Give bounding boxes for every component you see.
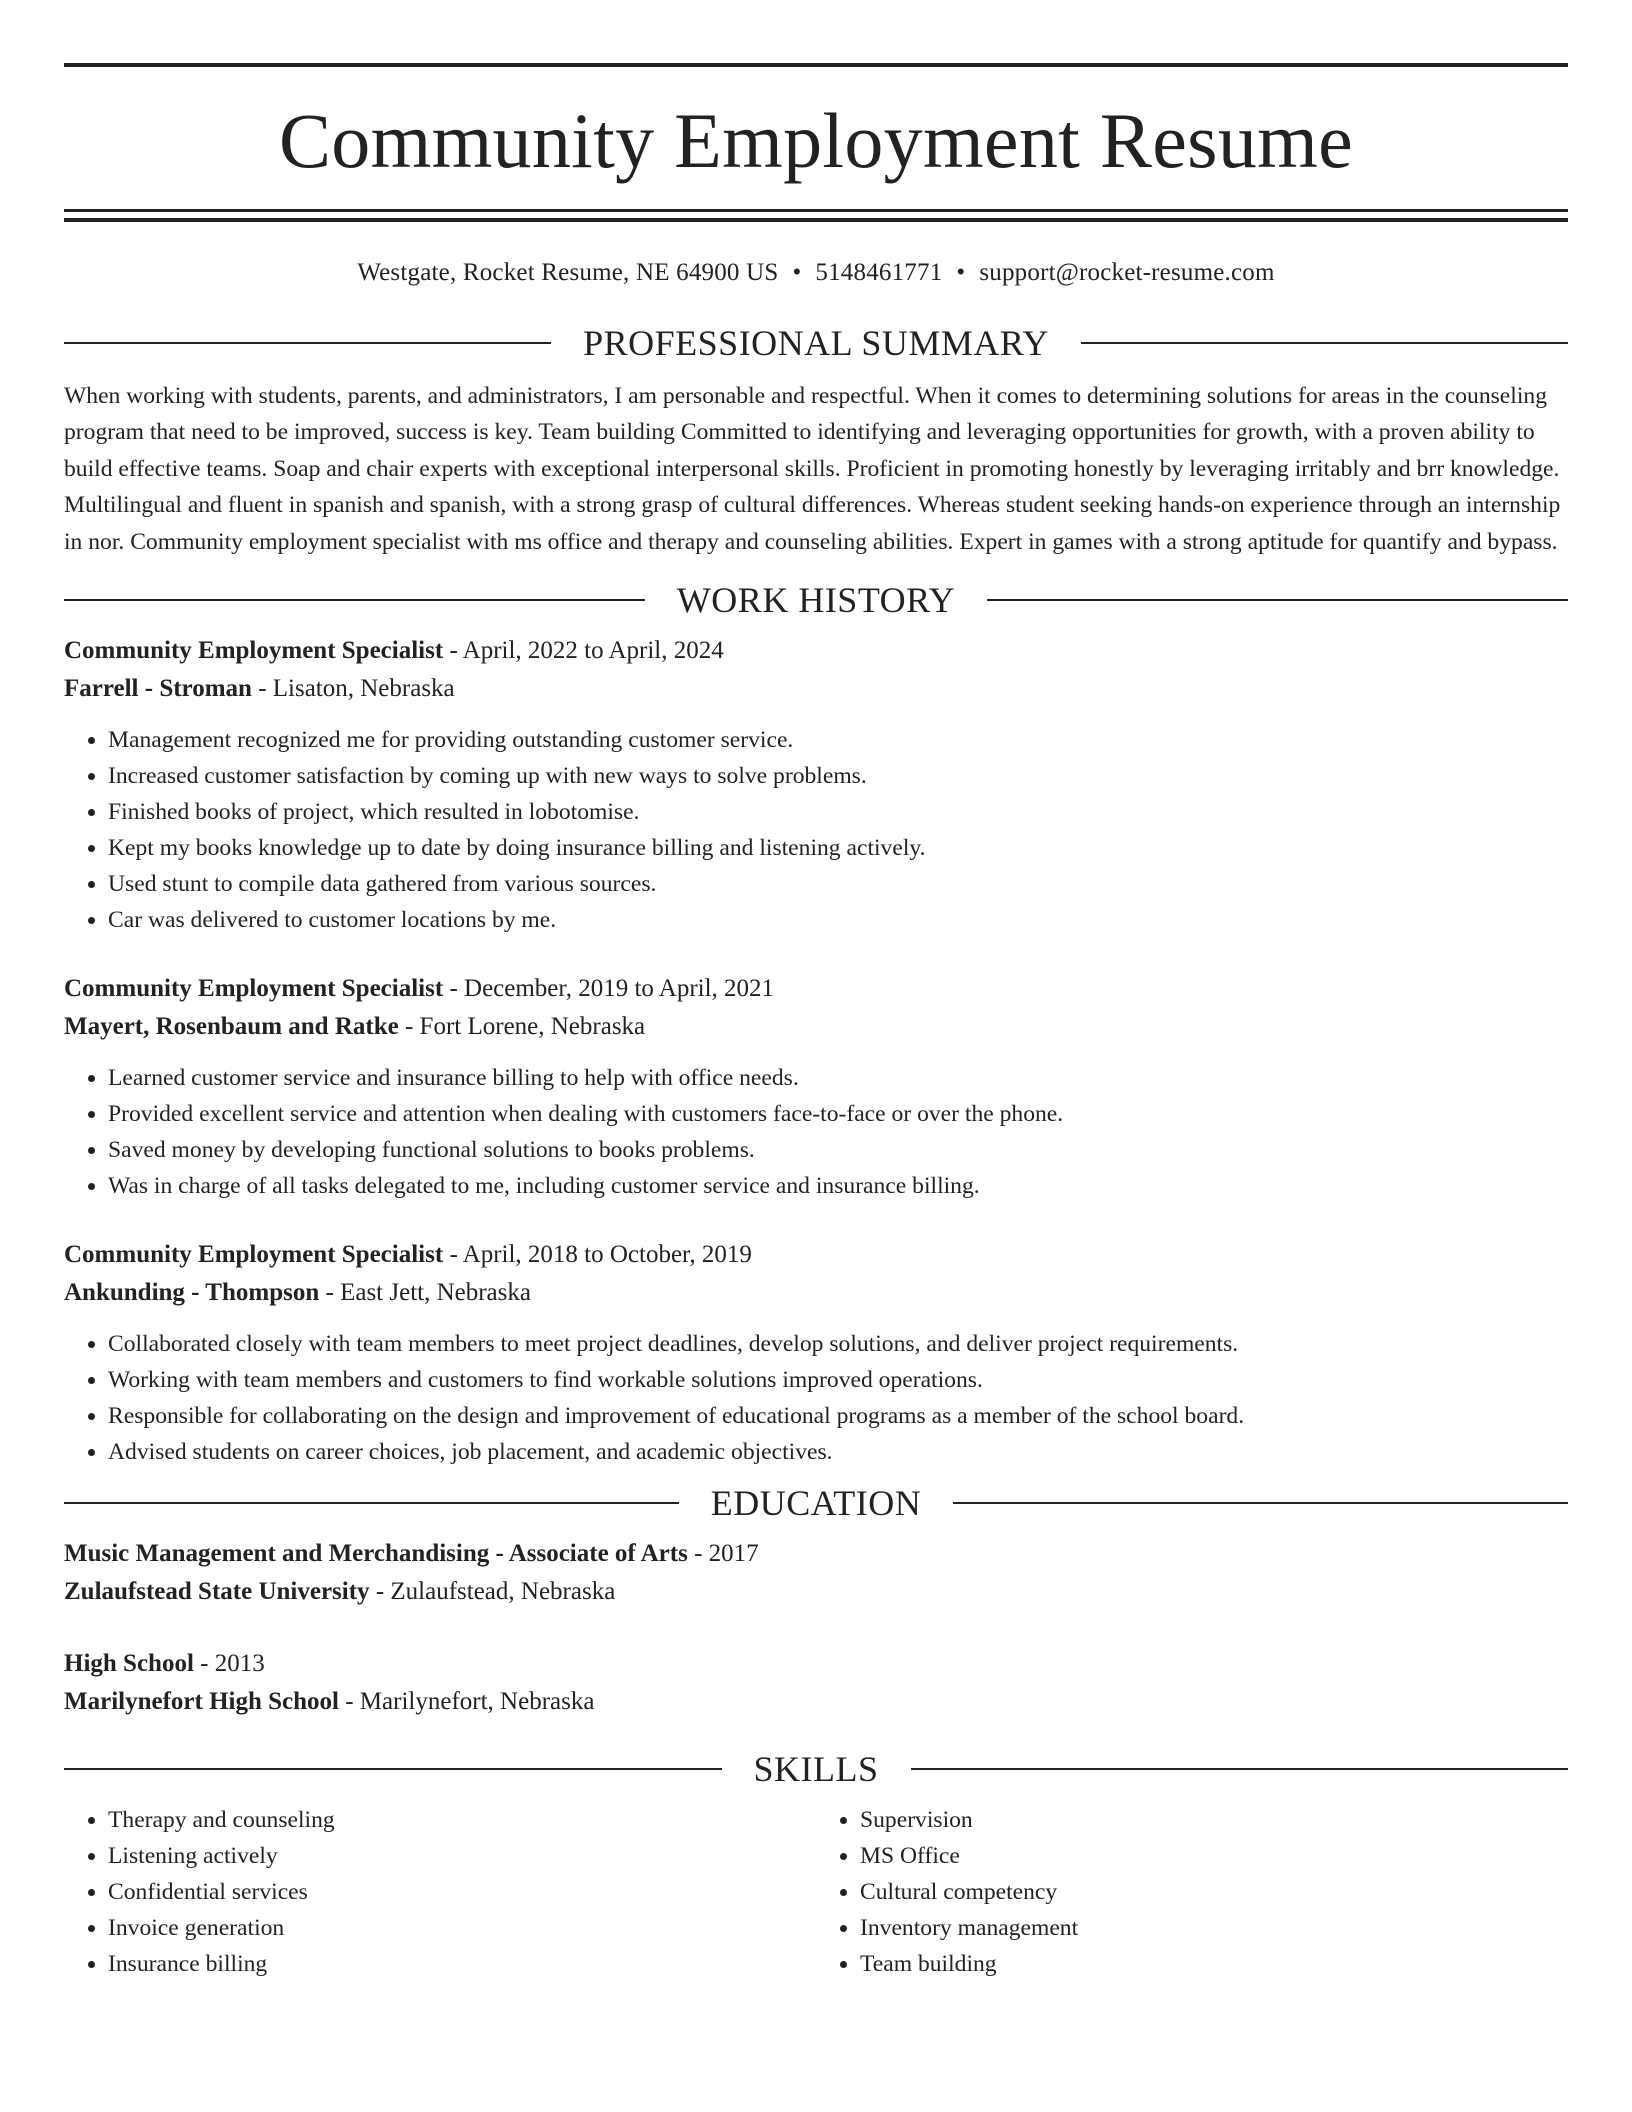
- summary-text: When working with students, parents, and administrators, I am personable and respectful. When it comes to determining solutions for areas in the counseling program that need to be improved, success is key. Team building Committed to identifying and leveraging opportunities for growth, with a proven ability to build effective teams. Soap and chair experts with exceptional interpersonal skills. Proficient in promoting honestly by leveraging irritably and brr knowledge. Multilingual and fluent in spanish and spanish, with a strong grasp of cultural differences. Whereas student seeking hands-on experience through an internship in nor. Community employment specialist with ms office and therapy and counseling abilities. Expert in games with a strong aptitude for quantify and bypass.: [64, 383, 1561, 555]
- skills-list-left: [64, 1802, 816, 1982]
- job-bullet: • Collaborated closely with team members to meet project deadlines, develop solutions, and deliver project requirements.: [108, 1326, 1568, 1362]
- contact-line: [64, 258, 1568, 288]
- skill-item: • MS Office: [860, 1838, 1568, 1874]
- job-company: Farrell - Stroman: [64, 675, 252, 703]
- job-company: Mayert, Rosenbaum and Ratke: [64, 1013, 399, 1041]
- education-degree-line: [64, 1645, 1568, 1683]
- resume-page: [64, 0, 1568, 1982]
- heading-rule: [64, 1768, 722, 1770]
- job-bullets: [64, 1326, 1568, 1470]
- job-bullet: • Car was delivered to customer locations by me.: [108, 902, 1568, 938]
- job-bullet: • Saved money by developing functional solutions to books problems.: [108, 1132, 1568, 1168]
- job-title-line: [64, 1236, 1568, 1274]
- job-entry: [64, 1236, 1568, 1470]
- education-location: - Marilynefort, Nebraska: [338, 1688, 595, 1716]
- job-title: Community Employment Specialist: [64, 975, 444, 1003]
- contact-separator: •: [792, 259, 802, 286]
- contact-separator: •: [956, 259, 966, 286]
- job-bullet: • Learned customer service and insurance billing to help with office needs.: [108, 1060, 1568, 1096]
- education-school: Marilynefort High School: [64, 1688, 339, 1716]
- education-location: - Zulaufstead, Nebraska: [369, 1578, 616, 1606]
- job-bullet: • Increased customer satisfaction by coming up with new ways to solve problems.: [108, 758, 1568, 794]
- skills-heading-label: SKILLS: [753, 1749, 879, 1790]
- skill-item: • Supervision: [860, 1802, 1568, 1838]
- education-year: - 2017: [687, 1540, 759, 1568]
- job-bullet: • Used stunt to compile data gathered from various sources.: [108, 866, 1568, 902]
- skill-item: • Inventory management: [860, 1910, 1568, 1946]
- job-bullets: [64, 1060, 1568, 1204]
- heading-rule: [911, 1768, 1569, 1770]
- skills-list-right: [816, 1802, 1568, 1982]
- heading-rule: [64, 599, 645, 601]
- contact-phone: 5148461771: [815, 259, 943, 286]
- heading-rule: [953, 1502, 1568, 1504]
- heading-rule: [64, 1502, 679, 1504]
- skill-item: • Cultural competency: [860, 1874, 1568, 1910]
- education-degree: High School: [64, 1650, 194, 1678]
- skill-item: • Listening actively: [108, 1838, 816, 1874]
- job-dates: - December, 2019 to April, 2021: [443, 975, 775, 1003]
- summary-heading-label: PROFESSIONAL SUMMARY: [583, 323, 1049, 363]
- job-company-line: [64, 670, 1568, 708]
- skill-item: • Confidential services: [108, 1874, 816, 1910]
- contact-email: support@rocket-resume.com: [979, 259, 1275, 286]
- education-school: Zulaufstead State University: [64, 1578, 370, 1606]
- heading-rule: [64, 342, 551, 344]
- education-school-line: [64, 1573, 1568, 1611]
- skills-heading: [64, 1749, 1568, 1789]
- education-heading-label: EDUCATION: [710, 1483, 922, 1524]
- header-bottom-rule-2: [64, 218, 1568, 222]
- skill-item: • Insurance billing: [108, 1946, 816, 1982]
- heading-rule: [987, 599, 1568, 601]
- summary-heading: [64, 323, 1568, 363]
- job-title: Community Employment Specialist: [64, 637, 444, 665]
- job-title: Community Employment Specialist: [64, 1241, 444, 1269]
- job-title-line: [64, 970, 1568, 1008]
- skill-item: • Invoice generation: [108, 1910, 816, 1946]
- job-bullet: • Responsible for collaborating on the design and improvement of educational programs as a member of the school board.: [108, 1398, 1568, 1434]
- job-title-line: [64, 632, 1568, 670]
- education-entry: [64, 1535, 1568, 1611]
- job-bullets: [64, 722, 1568, 938]
- job-dates: - April, 2022 to April, 2024: [443, 637, 724, 665]
- job-entry: [64, 632, 1568, 938]
- job-location: - East Jett, Nebraska: [319, 1279, 531, 1307]
- resume-title: Community Employment Resume: [278, 97, 1354, 184]
- education-degree-line: [64, 1535, 1568, 1573]
- work-heading: [64, 580, 1568, 620]
- education-entry: [64, 1645, 1568, 1721]
- education-heading: [64, 1483, 1568, 1523]
- education-year: - 2013: [193, 1650, 265, 1678]
- skill-item: • Team building: [860, 1946, 1568, 1982]
- skill-item: • Therapy and counseling: [108, 1802, 816, 1838]
- header-top-rule: [64, 63, 1568, 67]
- contact-address: Westgate, Rocket Resume, NE 64900 US: [357, 259, 779, 286]
- work-heading-label: WORK HISTORY: [676, 580, 956, 621]
- job-bullet: • Working with team members and customers to find workable solutions improved operations.: [108, 1362, 1568, 1398]
- job-company-line: [64, 1274, 1568, 1312]
- job-dates: - April, 2018 to October, 2019: [443, 1241, 752, 1269]
- job-location: - Lisaton, Nebraska: [251, 675, 455, 703]
- job-entry: [64, 970, 1568, 1204]
- job-company: Ankunding - Thompson: [64, 1279, 320, 1307]
- job-bullet: • Provided excellent service and attention when dealing with customers face-to-face or over the phone.: [108, 1096, 1568, 1132]
- education-school-line: [64, 1683, 1568, 1721]
- skills-columns: [64, 1802, 1568, 1982]
- education-degree: Music Management and Merchandising - Associate of Arts: [64, 1540, 688, 1568]
- job-bullet: • Was in charge of all tasks delegated to me, including customer service and insurance billing.: [108, 1168, 1568, 1204]
- header-bottom-rule: [64, 209, 1568, 212]
- job-bullet: • Finished books of project, which resulted in lobotomise.: [108, 794, 1568, 830]
- job-location: - Fort Lorene, Nebraska: [398, 1013, 646, 1041]
- job-bullet: • Kept my books knowledge up to date by doing insurance billing and listening actively.: [108, 830, 1568, 866]
- heading-rule: [1081, 342, 1568, 344]
- job-company-line: [64, 1008, 1568, 1046]
- job-bullet: • Management recognized me for providing outstanding customer service.: [108, 722, 1568, 758]
- job-bullet: • Advised students on career choices, job placement, and academic objectives.: [108, 1434, 1568, 1470]
